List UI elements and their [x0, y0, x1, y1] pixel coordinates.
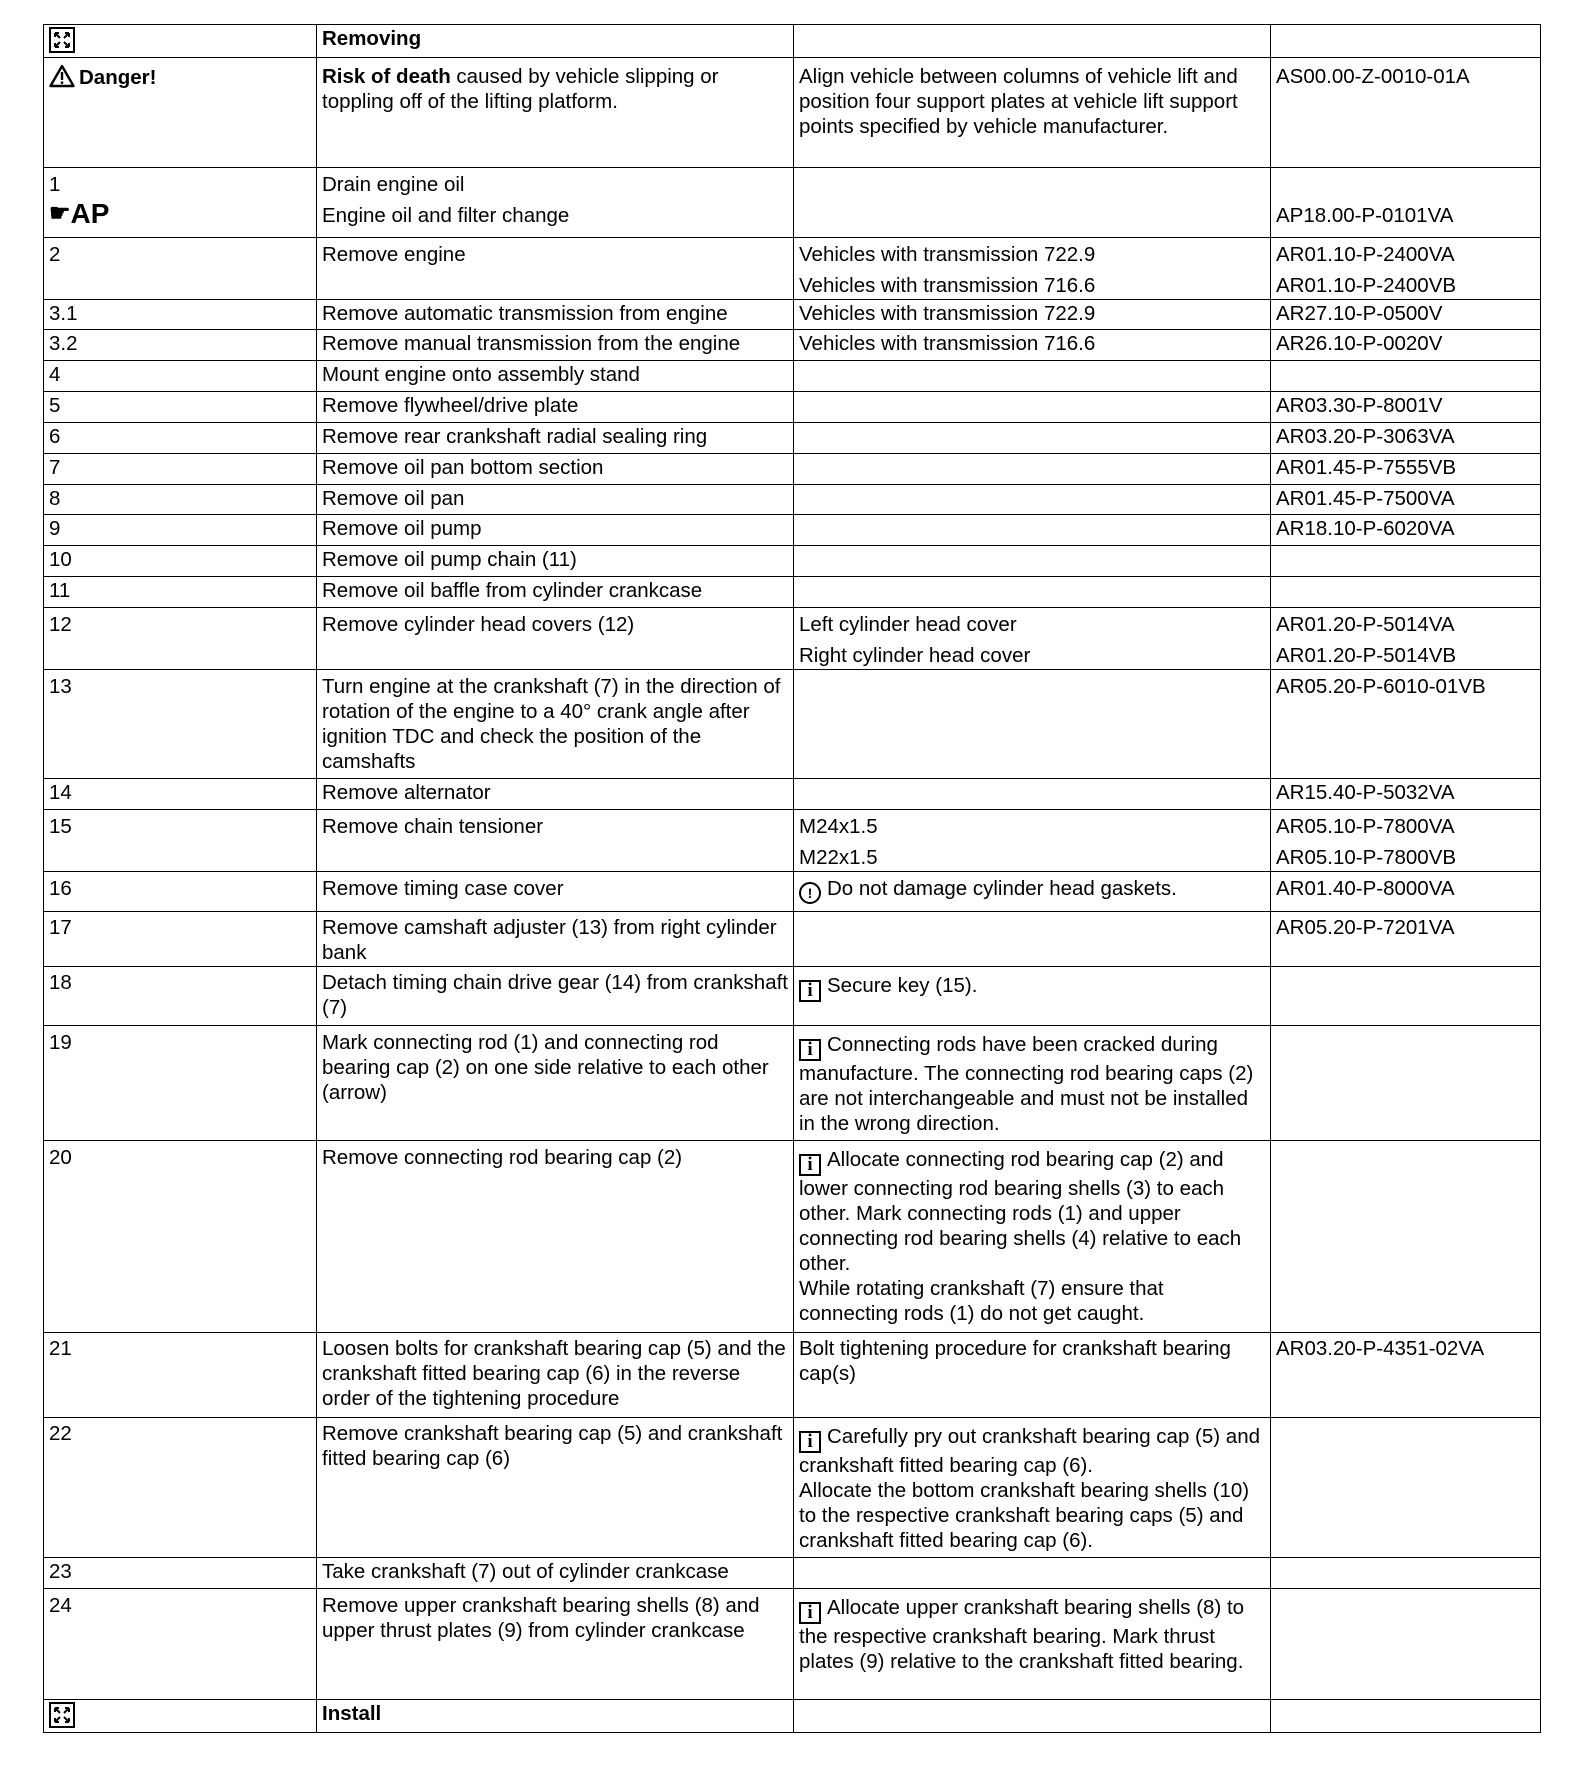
step-reference: AR26.10-P-0020V [1271, 330, 1541, 361]
step-number: 23 [44, 1558, 317, 1589]
risk-heading: Risk of death [322, 65, 451, 88]
step-text: Remove connecting rod bearing cap (2) [317, 1141, 794, 1333]
warning-triangle-icon [49, 64, 75, 88]
procedure-table [43, 24, 1541, 1733]
thread-size: M22x1.5 [799, 846, 878, 869]
step-reference: AR01.10-P-2400VA [1276, 243, 1455, 266]
step-number: 7 [44, 454, 317, 485]
step-row-18 [44, 967, 1541, 1026]
step-row-17 [44, 912, 1541, 967]
step-reference: AR05.10-P-7800VA [1276, 815, 1455, 838]
step-number: 14 [44, 779, 317, 810]
step-row-6 [44, 423, 1541, 454]
step-note: Do not damage cylinder head gaskets. [827, 877, 1177, 900]
step-row-5 [44, 392, 1541, 423]
step-row-11 [44, 577, 1541, 608]
step-row-3-2 [44, 330, 1541, 361]
step-text: Loosen bolts for crankshaft bearing cap (5) and the crankshaft fitted bearing cap (6) in the reverse order of the tightening procedure [317, 1333, 794, 1418]
section-title-removing: Removing [317, 25, 794, 58]
step-row-20 [44, 1141, 1541, 1333]
step-reference: AR01.45-P-7500VA [1271, 485, 1541, 515]
step-row-8 [44, 485, 1541, 515]
info-icon: i [799, 1154, 821, 1176]
step-number: 1 [49, 173, 61, 196]
step-note: Vehicles with transmission 722.9 [794, 300, 1271, 330]
ap-label: AP [70, 198, 110, 229]
step-row-14 [44, 779, 1541, 810]
step-text: Remove manual transmission from the engine [317, 330, 794, 361]
step-number: 2 [44, 238, 317, 300]
step-text: Remove timing case cover [317, 872, 794, 912]
step-text: Remove cylinder head covers (12) [317, 608, 794, 670]
step-reference: AR01.20-P-5014VA [1276, 613, 1455, 636]
step-number: 8 [44, 485, 317, 515]
section-marker-icon [49, 27, 75, 53]
step-row-15 [44, 810, 1541, 872]
step-number: 3.2 [44, 330, 317, 361]
step-text: Detach timing chain drive gear (14) from crankshaft (7) [317, 967, 794, 1026]
step-number: 16 [44, 872, 317, 912]
step-row-13 [44, 670, 1541, 779]
caution-icon: ! [799, 882, 821, 904]
step-row-16 [44, 872, 1541, 912]
step-row-24 [44, 1589, 1541, 1700]
step-text: Remove oil baffle from cylinder crankcase [317, 577, 794, 608]
step-number: 17 [44, 912, 317, 967]
info-icon: i [799, 980, 821, 1002]
step-row-3-1 [44, 300, 1541, 330]
step-number: 13 [44, 670, 317, 779]
step-text-secondary: Engine oil and filter change [322, 204, 570, 227]
step-number: 9 [44, 515, 317, 546]
step-text: Remove upper crankshaft bearing shells (8) and upper thrust plates (9) from cylinder crankcase [317, 1589, 794, 1700]
step-note: Allocate connecting rod bearing cap (2) and lower connecting rod bearing shells (3) to each other. Mark connecting rods (1) and upper connecting rod bearing shells (4) relative to each other. [799, 1148, 1242, 1275]
step-reference: AR18.10-P-6020VA [1271, 515, 1541, 546]
step-reference: AR05.10-P-7800VB [1276, 846, 1457, 869]
step-reference: AR03.30-P-8001V [1271, 392, 1541, 423]
step-text: Remove automatic transmission from engine [317, 300, 794, 330]
step-note: Bolt tightening procedure for crankshaft bearing cap(s) [794, 1333, 1271, 1418]
step-reference: AR27.10-P-0500V [1271, 300, 1541, 330]
step-note: Carefully pry out crankshaft bearing cap (5) and crankshaft fitted bearing cap (6). [799, 1425, 1261, 1477]
step-text: Remove oil pump [317, 515, 794, 546]
step-text: Remove alternator [317, 779, 794, 810]
step-reference: AR15.40-P-5032VA [1271, 779, 1541, 810]
step-number: 11 [44, 577, 317, 608]
step-text: Remove camshaft adjuster (13) from right cylinder bank [317, 912, 794, 967]
step-reference: AP18.00-P-0101VA [1276, 204, 1454, 227]
step-reference: AR01.45-P-7555VB [1271, 454, 1541, 485]
step-reference: AR01.20-P-5014VB [1276, 644, 1457, 667]
step-number: 20 [44, 1141, 317, 1333]
step-number: 12 [44, 608, 317, 670]
step-number: 3.1 [44, 300, 317, 330]
step-note: Vehicles with transmission 716.6 [794, 330, 1271, 361]
thread-size: M24x1.5 [799, 815, 878, 838]
step-row-19 [44, 1026, 1541, 1141]
step-row-1 [44, 168, 1541, 238]
step-text: Mount engine onto assembly stand [317, 361, 794, 392]
step-reference: AR01.10-P-2400VB [1276, 274, 1457, 297]
step-row-7 [44, 454, 1541, 485]
step-note: Connecting rods have been cracked during manufacture. The connecting rod bearing caps (2) are not interchangeable and must not be installed in the wrong direction. [799, 1033, 1254, 1135]
step-note: Allocate the bottom crankshaft bearing shells (10) to the respective crankshaft bearing caps (5) and crankshaft fitted bearing cap (6). [799, 1479, 1250, 1552]
step-note: Vehicles with transmission 716.6 [799, 274, 1096, 297]
pointing-hand-icon: ☛ [49, 200, 71, 227]
step-number: 10 [44, 546, 317, 577]
step-text: Take crankshaft (7) out of cylinder crankcase [317, 1558, 794, 1589]
step-text: Remove rear crankshaft radial sealing ring [317, 423, 794, 454]
step-row-10 [44, 546, 1541, 577]
step-text: Remove engine [317, 238, 794, 300]
danger-label: Danger! [79, 66, 157, 89]
step-note: Secure key (15). [827, 974, 978, 997]
risk-description: caused by vehicle slipping or toppling off of the lifting platform. [322, 65, 719, 113]
danger-row [44, 58, 1541, 168]
step-text: Drain engine oil [322, 173, 465, 196]
section-title-install: Install [317, 1700, 794, 1733]
step-note: Allocate upper crankshaft bearing shells (8) to the respective crankshaft bearing. Mark thrust plates (9) relative to the crankshaft fitted bearing. [799, 1596, 1245, 1673]
step-row-22 [44, 1418, 1541, 1558]
step-row-9 [44, 515, 1541, 546]
step-reference: AR03.20-P-3063VA [1271, 423, 1541, 454]
step-number: 15 [44, 810, 317, 872]
step-number: 5 [44, 392, 317, 423]
step-reference: AR01.40-P-8000VA [1271, 872, 1541, 912]
step-number: 22 [44, 1418, 317, 1558]
step-note: Left cylinder head cover [799, 613, 1017, 636]
step-number: 19 [44, 1026, 317, 1141]
step-note: Vehicles with transmission 722.9 [799, 243, 1096, 266]
step-number: 4 [44, 361, 317, 392]
step-text: Remove chain tensioner [317, 810, 794, 872]
step-note: Right cylinder head cover [799, 644, 1031, 667]
section-footer-row [44, 1700, 1541, 1733]
step-reference: AR05.20-P-7201VA [1271, 912, 1541, 967]
step-row-4 [44, 361, 1541, 392]
step-reference: AR03.20-P-4351-02VA [1271, 1333, 1541, 1418]
step-reference: AR05.20-P-6010-01VB [1271, 670, 1541, 779]
step-text: Remove crankshaft bearing cap (5) and crankshaft fitted bearing cap (6) [317, 1418, 794, 1558]
step-number: 6 [44, 423, 317, 454]
step-text: Turn engine at the crankshaft (7) in the direction of rotation of the engine to a 40° crank angle after ignition TDC and check the position of the camshafts [317, 670, 794, 779]
info-icon: i [799, 1431, 821, 1453]
info-icon: i [799, 1602, 821, 1624]
step-number: 24 [44, 1589, 317, 1700]
step-number: 21 [44, 1333, 317, 1418]
section-marker-icon [49, 1702, 75, 1728]
step-row-12 [44, 608, 1541, 670]
step-number: 18 [44, 967, 317, 1026]
step-note: While rotating crankshaft (7) ensure that connecting rods (1) do not get caught. [799, 1277, 1164, 1325]
step-text: Remove oil pan [317, 485, 794, 515]
danger-measure: Align vehicle between columns of vehicle lift and position four support plates at vehicle lift support points specified by vehicle manufacturer. [794, 58, 1271, 168]
step-text: Mark connecting rod (1) and connecting rod bearing cap (2) on one side relative to each other (arrow) [317, 1026, 794, 1141]
step-row-2 [44, 238, 1541, 300]
step-row-23 [44, 1558, 1541, 1589]
step-text: Remove oil pan bottom section [317, 454, 794, 485]
step-text: Remove flywheel/drive plate [317, 392, 794, 423]
danger-reference: AS00.00-Z-0010-01A [1271, 58, 1541, 168]
step-row-21 [44, 1333, 1541, 1418]
step-text: Remove oil pump chain (11) [317, 546, 794, 577]
info-icon: i [799, 1039, 821, 1061]
section-header-row [44, 25, 1541, 58]
